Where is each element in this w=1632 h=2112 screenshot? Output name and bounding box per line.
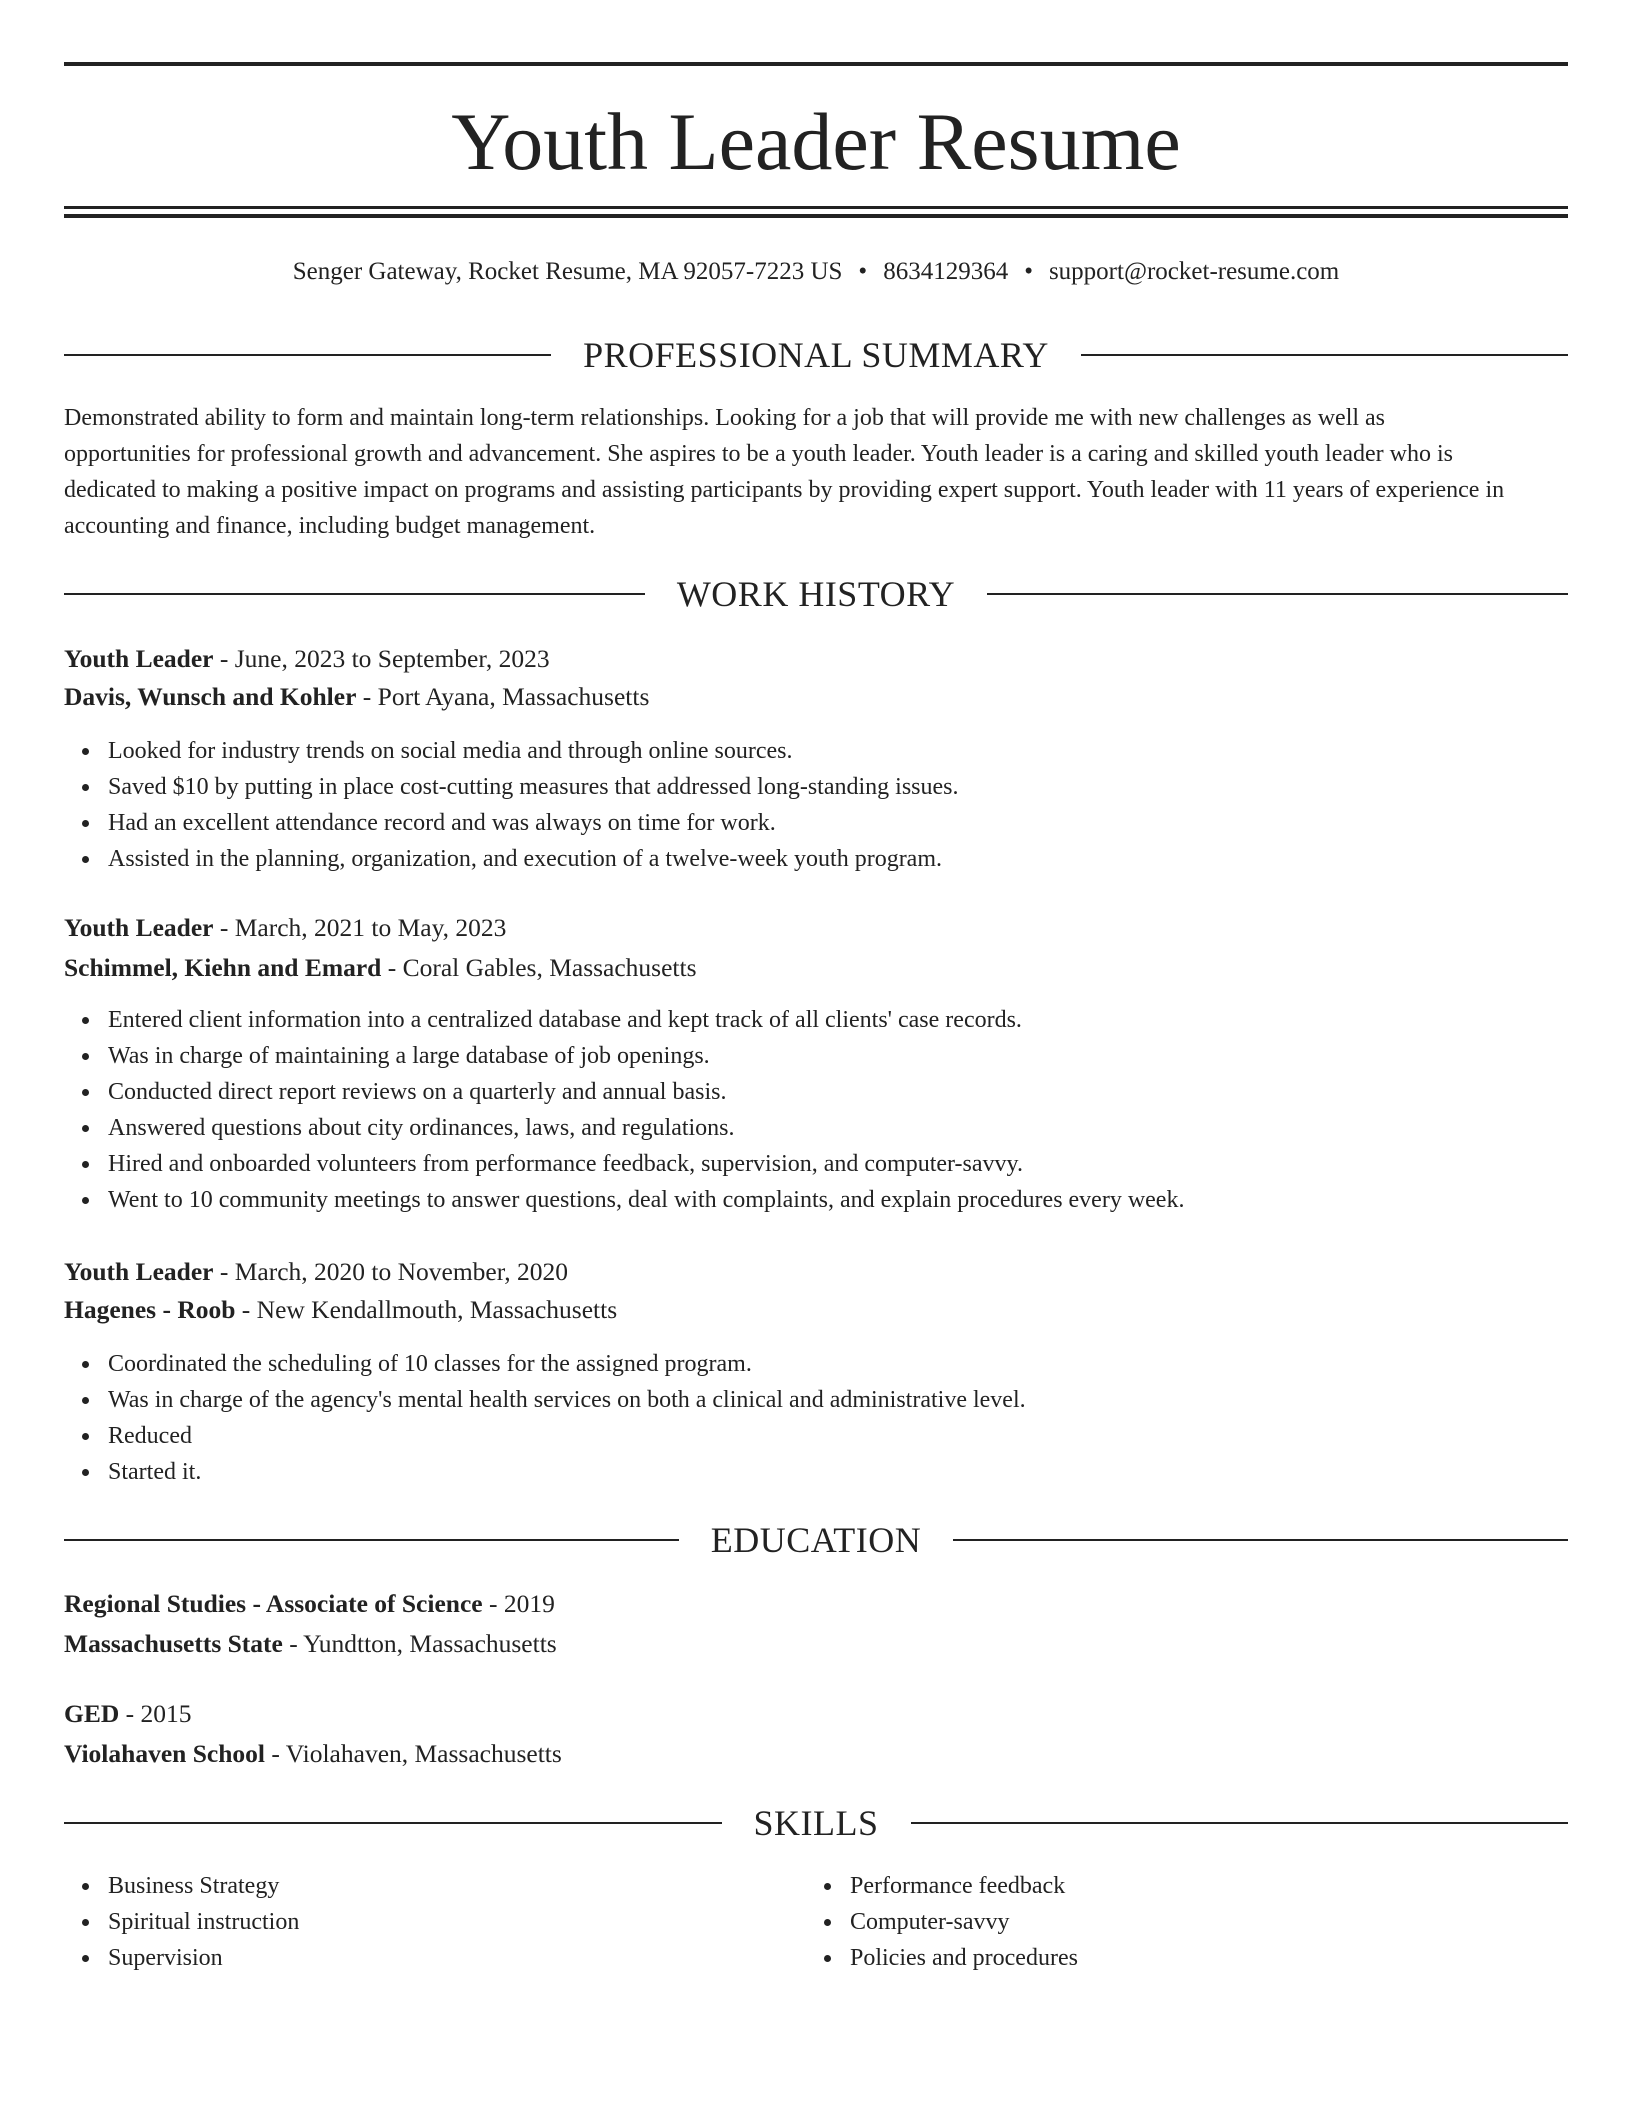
divider-line: [64, 1822, 722, 1824]
section-header-education: [64, 1518, 1568, 1562]
education-location: - Yundtton, Massachusetts: [282, 1629, 557, 1658]
divider-line: [64, 1539, 679, 1541]
title-double-rule-lower: [64, 214, 1568, 218]
job-bullet: Had an excellent attendance record and was always on time for work.: [108, 805, 1612, 841]
top-rule: [64, 62, 1568, 66]
job-role: Youth Leader: [64, 913, 214, 942]
contact-address: Senger Gateway, Rocket Resume, MA 92057-7223 US: [292, 258, 843, 285]
section-title: PROFESSIONAL SUMMARY: [583, 335, 1049, 375]
section-title: SKILLS: [753, 1803, 879, 1843]
education-school-line: [64, 1736, 1568, 1772]
job-title-line: [64, 1254, 1568, 1290]
job-bullet: Answered questions about city ordinances, laws, and regulations.: [108, 1110, 1612, 1146]
resume-title: Youth Leader Resume: [451, 96, 1181, 187]
divider-line: [953, 1539, 1568, 1541]
job-company: Hagenes - Roob: [64, 1295, 236, 1324]
section-header-work-history: [64, 572, 1568, 616]
job-bullet: Saved $10 by putting in place cost-cutting measures that addressed long-standing issues.: [108, 769, 1612, 805]
job-title-line: [64, 641, 1568, 677]
contact-phone: 8634129364: [883, 258, 1009, 285]
summary-line: dedicated to making a positive impact on programs and assisting participants by providing expert support. Youth leader with 11 years of experience in: [64, 477, 1505, 503]
job-company-line: [64, 679, 1568, 715]
job-company: Schimmel, Kiehn and Emard: [64, 953, 382, 982]
summary-line: opportunities for professional growth and advancement. She aspires to be a youth leader. Youth leader is a caring and skilled youth leader who is: [64, 441, 1453, 467]
summary-paragraph: [64, 400, 1568, 544]
skills-list-left: [64, 1868, 808, 1976]
contact-email: support@rocket-resume.com: [1048, 258, 1340, 285]
job-bullet: Was in charge of the agency's mental health services on both a clinical and administrative level.: [108, 1382, 1612, 1418]
job-bullet: Hired and onboarded volunteers from performance feedback, supervision, and computer-savvy.: [108, 1146, 1612, 1182]
job-dates: - March, 2021 to May, 2023: [213, 913, 507, 942]
summary-line: Demonstrated ability to form and maintain long-term relationships. Looking for a job that will provide me with new challenges as well as: [64, 405, 1386, 431]
job-bullets: [64, 733, 1612, 877]
skill-item: Performance feedback: [850, 1868, 1550, 1904]
education-degree-line: [64, 1696, 1568, 1732]
job-company-line: [64, 1292, 1568, 1328]
summary-line: accounting and finance, including budget management.: [64, 513, 596, 539]
section-title: WORK HISTORY: [676, 574, 956, 614]
skills-list-right: [806, 1868, 1550, 1976]
job-bullet: Coordinated the scheduling of 10 classes for the assigned program.: [108, 1346, 1612, 1382]
skill-item: Business Strategy: [108, 1868, 808, 1904]
skill-item: Supervision: [108, 1940, 808, 1976]
job-location: - New Kendallmouth, Massachusetts: [235, 1295, 618, 1324]
divider-line: [1081, 354, 1568, 356]
section-header-skills: [64, 1801, 1568, 1845]
job-bullet: Reduced: [108, 1418, 1612, 1454]
job-location: - Port Ayana, Massachusetts: [356, 682, 650, 711]
job-bullets: [64, 1002, 1612, 1218]
contact-separator: •: [858, 258, 868, 285]
job-bullet: Looked for industry trends on social media and through online sources.: [108, 733, 1612, 769]
section-header-summary: [64, 333, 1568, 377]
job-location: - Coral Gables, Massachusetts: [381, 953, 697, 982]
title-double-rule-upper: [64, 206, 1568, 209]
skill-item: Spiritual instruction: [108, 1904, 808, 1940]
divider-line: [64, 354, 551, 356]
education-school: Violahaven School: [64, 1739, 265, 1768]
education-year: - 2015: [119, 1699, 192, 1728]
divider-line: [911, 1822, 1569, 1824]
education-school-line: [64, 1626, 1568, 1662]
job-role: Youth Leader: [64, 644, 214, 673]
job-bullet: Was in charge of maintaining a large database of job openings.: [108, 1038, 1612, 1074]
education-degree-line: [64, 1586, 1568, 1622]
education-degree: GED: [64, 1699, 120, 1728]
job-company: Davis, Wunsch and Kohler: [64, 682, 357, 711]
skill-item: Policies and procedures: [850, 1940, 1550, 1976]
contact-line: [64, 254, 1568, 290]
divider-line: [987, 593, 1568, 595]
job-role: Youth Leader: [64, 1257, 214, 1286]
job-dates: - March, 2020 to November, 2020: [213, 1257, 568, 1286]
job-dates: - June, 2023 to September, 2023: [213, 644, 550, 673]
education-school: Massachusetts State: [64, 1629, 283, 1658]
job-title-line: [64, 910, 1568, 946]
job-bullet: Started it.: [108, 1454, 1612, 1490]
education-degree: Regional Studies - Associate of Science: [64, 1589, 483, 1618]
contact-separator: •: [1024, 258, 1033, 285]
job-bullet: Conducted direct report reviews on a quarterly and annual basis.: [108, 1074, 1612, 1110]
divider-line: [64, 593, 645, 595]
job-bullet: Entered client information into a centralized database and kept track of all clients' case records.: [108, 1002, 1612, 1038]
section-title: EDUCATION: [710, 1520, 922, 1560]
education-year: - 2019: [482, 1589, 555, 1618]
education-location: - Violahaven, Massachusetts: [264, 1739, 562, 1768]
job-bullet: Went to 10 community meetings to answer questions, deal with complaints, and explain procedures every week.: [108, 1182, 1612, 1218]
job-company-line: [64, 950, 1568, 986]
skill-item: Computer-savvy: [850, 1904, 1550, 1940]
job-bullet: Assisted in the planning, organization, and execution of a twelve-week youth program.: [108, 841, 1612, 877]
job-bullets: [64, 1346, 1612, 1490]
